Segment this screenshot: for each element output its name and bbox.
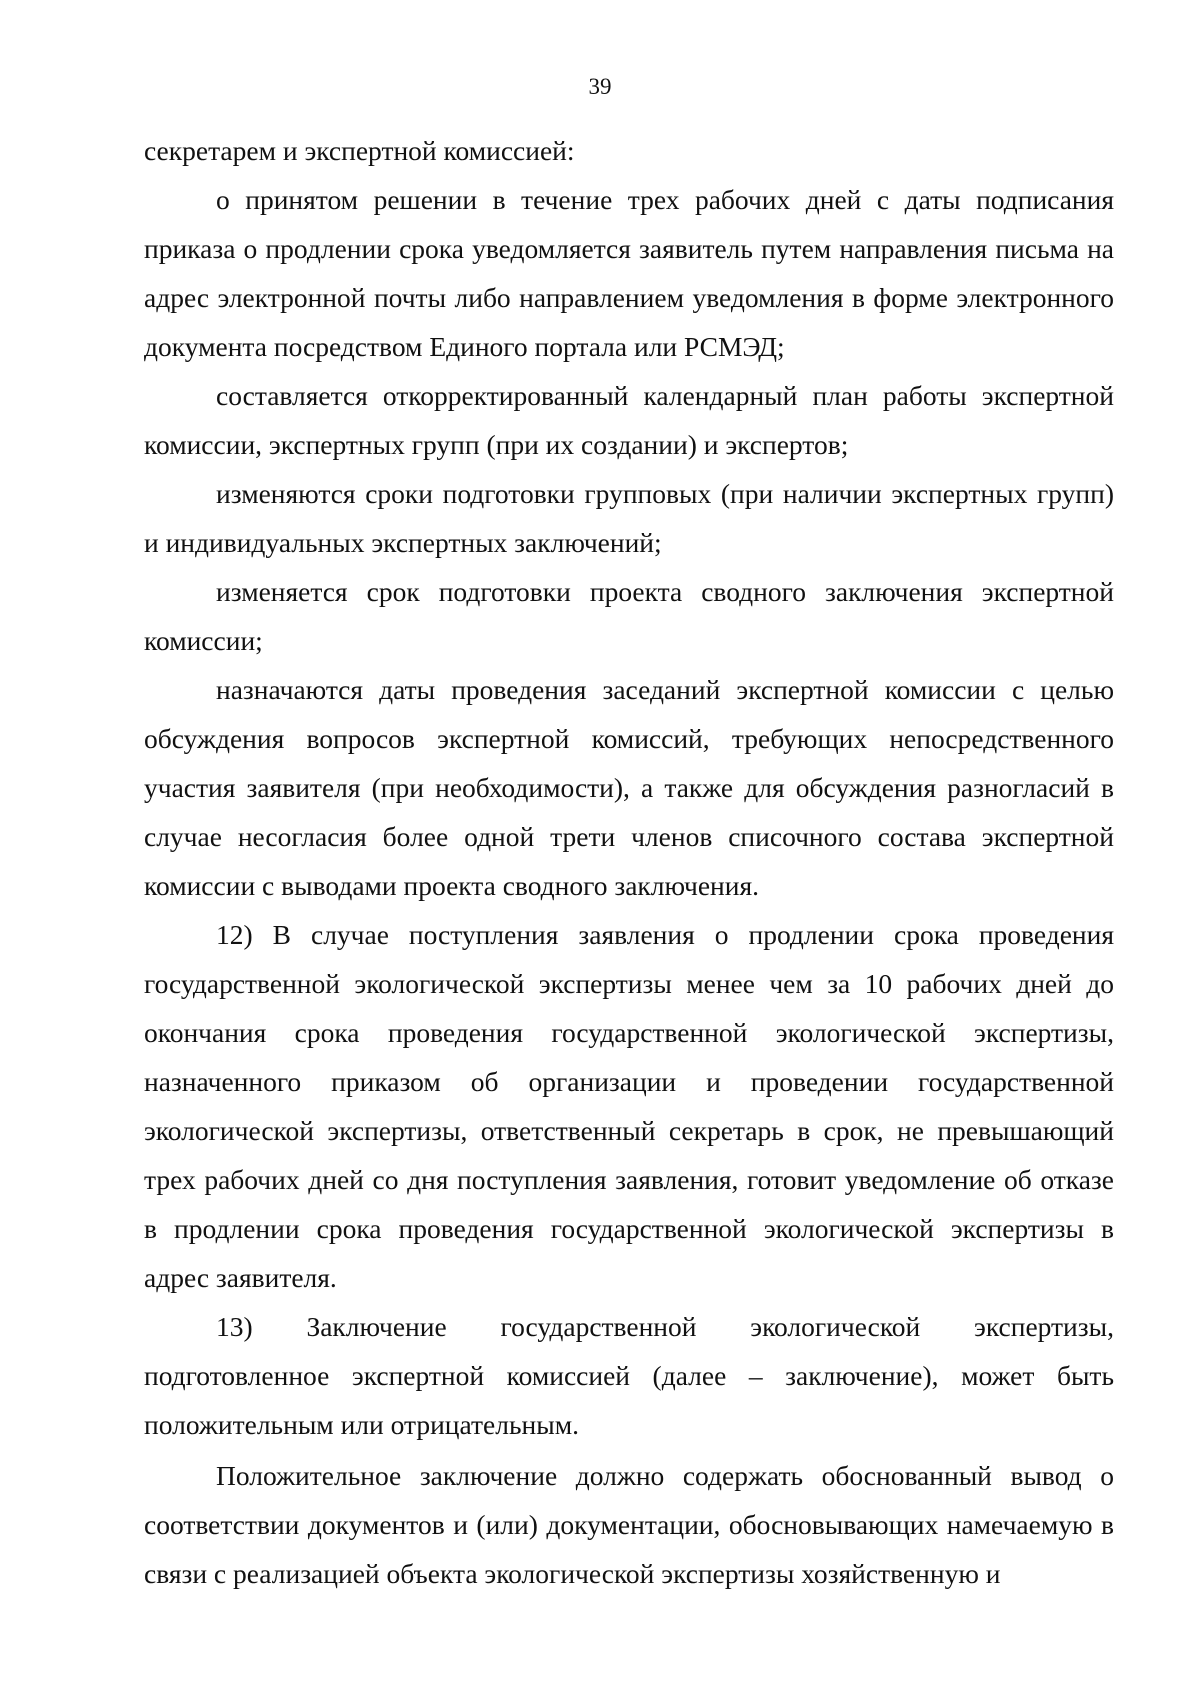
paragraph-deadlines: изменяются сроки подготовки групповых (при наличии экспертных групп) и индивидуальных экспертных заключений; [144,478,1114,558]
paragraph-calendar-plan: составляется откорректированный календарный план работы экспертной комиссии, экспертных групп (при их создании) и экспертов; [144,380,1114,460]
paragraph-meetings: назначаются даты проведения заседаний экспертной комиссии с целью обсуждения вопросов экспертной комиссий, требующих непосредственного участия заявителя (при необходимости), а также для обсуждения разногласий в случае несогласия более одной трети членов списочного состава экспертной комиссии с выводами проекта сводного заключения. [144,674,1114,901]
paragraph-item-13: 13) Заключение государственной экологической экспертизы, подготовленное экспертной комиссией (далее – заключение), может быть положительным или отрицательным. [144,1311,1114,1440]
paragraph-positive-conclusion: Положительное заключение должно содержать обоснованный вывод о соответствии документов и (или) документации, обосновывающих намечаемую в связи с реализацией объекта экологической экспертизы хозяйственную и [144,1460,1114,1589]
paragraph-summary-deadline: изменяется срок подготовки проекта сводного заключения экспертной комиссии; [144,576,1114,656]
document-body [144,126,1114,1598]
page-number: 39 [588,74,612,99]
paragraph-item-12: 12) В случае поступления заявления о продлении срока проведения государственной экологической экспертизы менее чем за 10 рабочих дней до окончания срока проведения государственной экологической экспертизы, назначенного приказом об организации и проведении государственной экологической экспертизы, ответственный секретарь в срок, не превышающий трех рабочих дней со дня поступления заявления, готовит уведомление об отказе в продлении срока проведения государственной экологической экспертизы в адрес заявителя. [144,919,1114,1293]
paragraph-continuation: секретарем и экспертной комиссией: [144,135,575,166]
paragraph-notification: о принятом решении в течение трех рабочих дней с даты подписания приказа о продлении срока уведомляется заявитель путем направления письма на адрес электронной почты либо направлением уведомления в форме электронного документа посредством Единого портала или РСМЭД; [144,184,1114,362]
